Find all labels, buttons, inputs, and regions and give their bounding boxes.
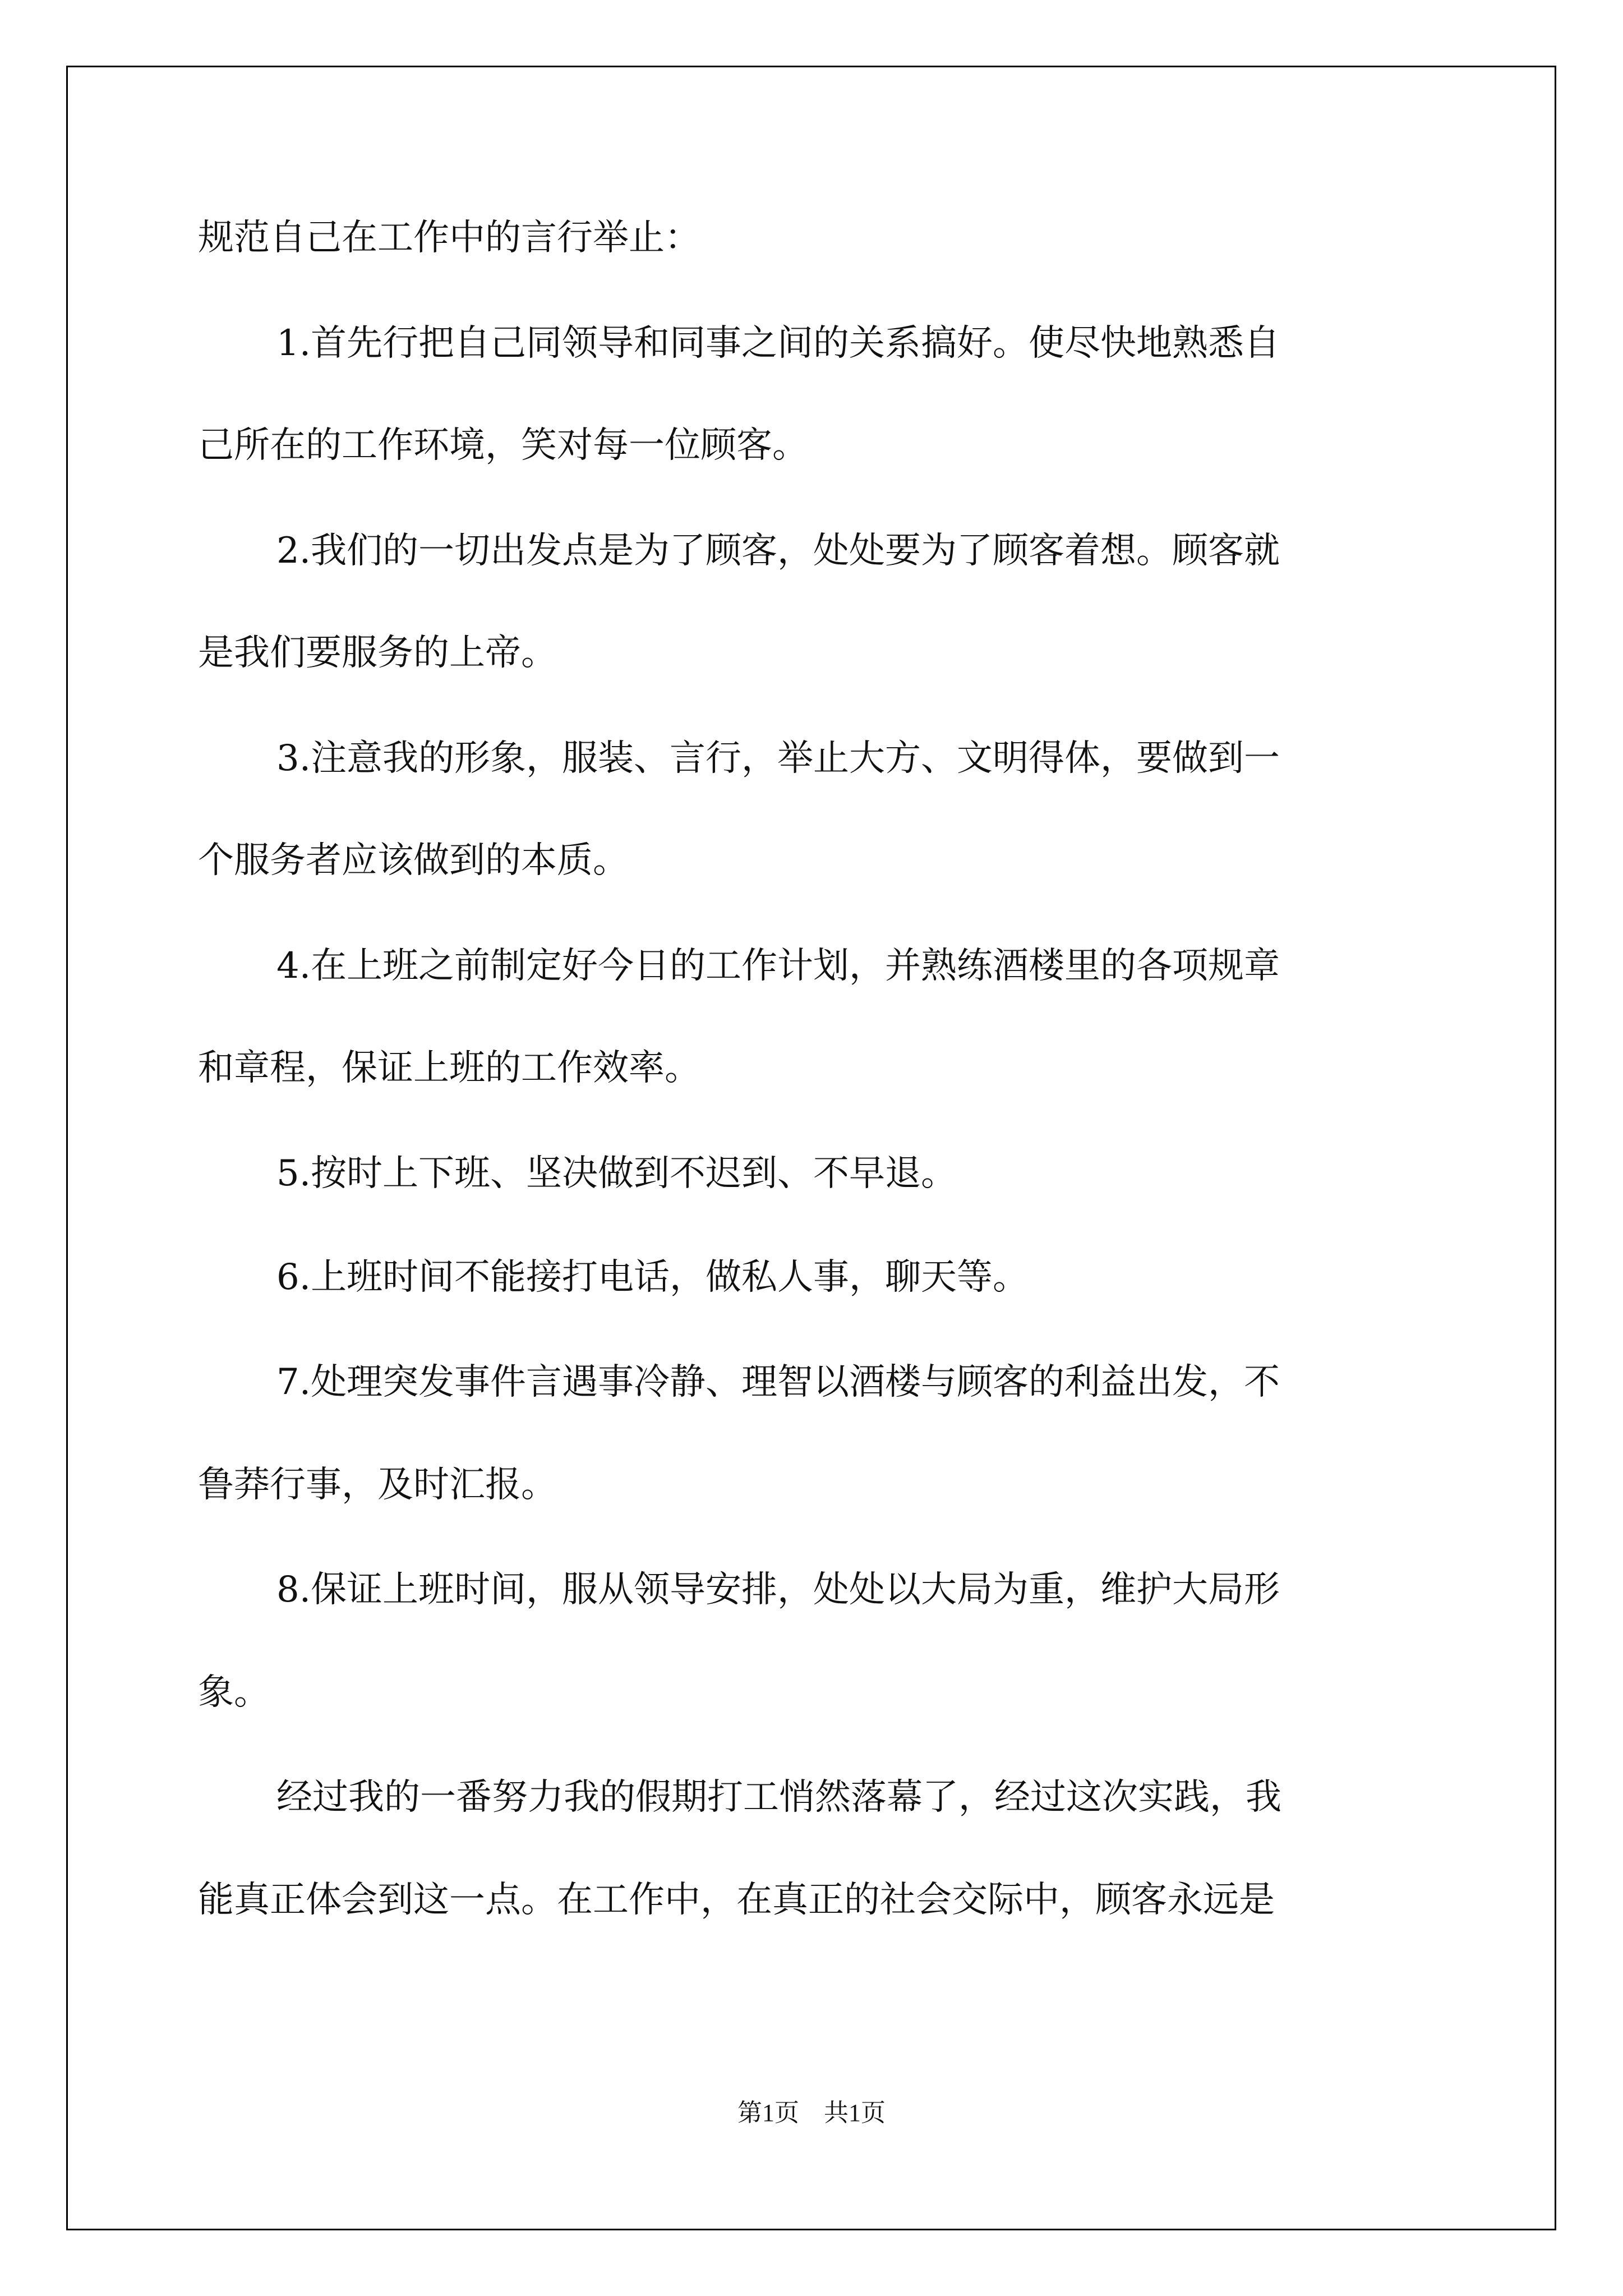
- text-line: 己所在的工作环境，笑对每一位顾客。: [198, 425, 808, 466]
- text-line: 能真正体会到这一点。在工作中，在真正的社会交际中，顾客永远是: [198, 1879, 1275, 1921]
- text-line: 3.注意我的形象，服装、言行，举止大方、文明得体，要做到一: [276, 738, 1280, 779]
- text-line: 是我们要服务的上帝。: [198, 632, 557, 674]
- text-line: 8.保证上班时间，服从领导安排，处处以大局为重，维护大局形: [276, 1569, 1280, 1611]
- text-line: 1.首先行把自己同领导和同事之间的关系搞好。使尽快地熟悉自: [276, 323, 1280, 364]
- text-line: 鲁莽行事，及时汇报。: [198, 1464, 557, 1506]
- text-line: 和章程，保证上班的工作效率。: [198, 1047, 700, 1089]
- text-line: 6.上班时间不能接打电话，做私人事，聊天等。: [276, 1257, 1029, 1298]
- text-line: 5.按时上下班、坚决做到不迟到、不早退。: [276, 1153, 957, 1194]
- text-line: 规范自己在工作中的言行举止：: [198, 217, 700, 259]
- text-line: 个服务者应该做到的本质。: [198, 840, 629, 881]
- text-line: 2.我们的一切出发点是为了顾客，处处要为了顾客着想。顾客就: [276, 530, 1280, 572]
- text-line: 4.在上班之前制定好今日的工作计划，并熟练酒楼里的各项规章: [276, 945, 1280, 987]
- page-number: 第1页 共1页: [737, 2099, 886, 2127]
- text-line: 7.处理突发事件言遇事冷静、理智以酒楼与顾客的利益出发，不: [276, 1361, 1280, 1403]
- text-line: 象。: [198, 1672, 270, 1713]
- text-line: 经过我的一番努力我的假期打工悄然落幕了，经过这次实践，我: [276, 1777, 1281, 1818]
